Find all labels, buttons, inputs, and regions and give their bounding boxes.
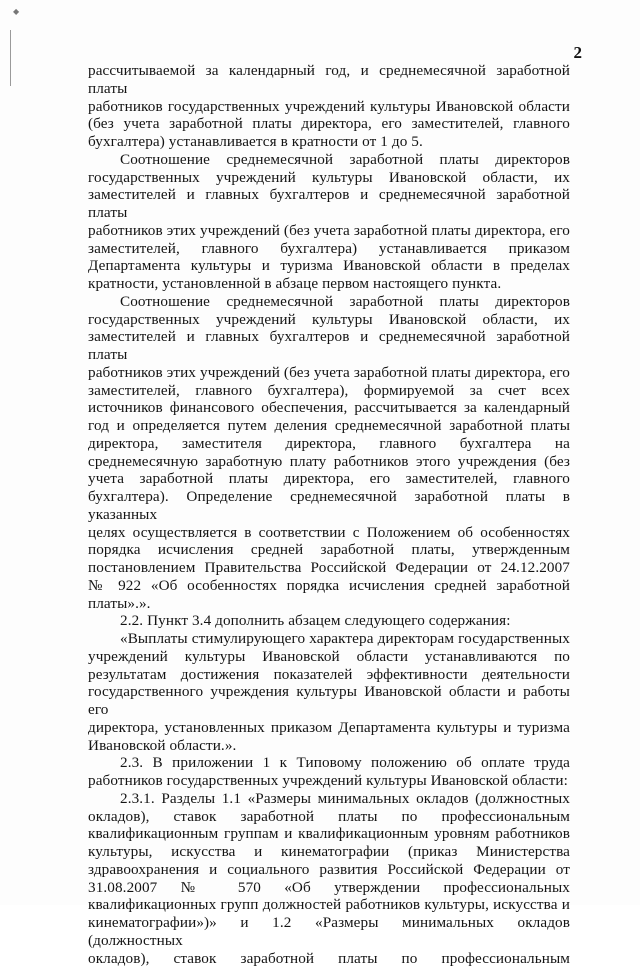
text-line: 31.08.2007 № 570 «Об утверждении профессиональных — [88, 879, 570, 897]
text-line: 2.3.1. Разделы 1.1 «Размеры минимальных окладов (должностных — [88, 790, 570, 808]
text-line: год и определяется путем деления среднемесячной заработной платы — [88, 417, 570, 435]
text-line: платы».». — [88, 595, 570, 613]
text-line: Соотношение среднемесячной заработной платы директоров — [88, 151, 570, 169]
text-line: результатам достижения показателей эффективности деятельности — [88, 666, 570, 684]
text-line: заместителей и главных бухгалтеров и среднемесячной заработной платы — [88, 186, 570, 222]
text-line: бухгалтера) устанавливается в кратности от 1 до 5. — [88, 133, 570, 151]
text-line: Ивановской области.». — [88, 737, 570, 755]
text-line: государственных учреждений культуры Ивановской области, их — [88, 169, 570, 187]
text-line: учреждений культуры Ивановской области устанавливаются по — [88, 648, 570, 666]
text-line: кинематографии»)» и 1.2 «Размеры минимальных окладов (должностных — [88, 914, 570, 950]
text-line: здравоохранения и социального развития Российской Федерации от — [88, 861, 570, 879]
text-line: № 922 «Об особенностях порядка исчисления средней заработной — [88, 577, 570, 595]
text-line: бухгалтера). Определение среднемесячной заработной платы в указанных — [88, 488, 570, 524]
text-line: порядка исчисления средней заработной платы, утвержденным — [88, 541, 570, 559]
text-line: квалификационным группам и квалификационным уровням работников — [88, 825, 570, 843]
page-number: 2 — [0, 43, 582, 63]
text-line: рассчитываемой за календарный год, и среднемесячной заработной платы — [88, 62, 570, 98]
text-line: учета заработной платы директора, его заместителей, главного — [88, 470, 570, 488]
text-line: работников этих учреждений (без учета заработной платы директора, его — [88, 364, 570, 382]
text-line: квалификационных групп должностей работников культуры, искусства и — [88, 896, 570, 914]
text-line: директора, заместителя директора, главного бухгалтера на — [88, 435, 570, 453]
document-body — [88, 62, 570, 967]
text-line: 2.2. Пункт 3.4 дополнить абзацем следующего содержания: — [88, 612, 570, 630]
text-line: (без учета заработной платы директора, его заместителей, главного — [88, 115, 570, 133]
text-line: постановлением Правительства Российской Федерации от 24.12.2007 — [88, 559, 570, 577]
text-line: «Выплаты стимулирующего характера директорам государственных — [88, 630, 570, 648]
text-line: кратности, установленной в абзаце первом настоящего пункта. — [88, 275, 570, 293]
text-line: культуры, искусства и кинематографии (приказ Министерства — [88, 843, 570, 861]
text-line: источников финансового обеспечения, рассчитывается за календарный — [88, 399, 570, 417]
text-line: окладов), ставок заработной платы по профессиональным — [88, 950, 570, 967]
text-line: директора, установленных приказом Департамента культуры и туризма — [88, 719, 570, 737]
text-line: среднемесячную заработную плату работников этого учреждения (без — [88, 453, 570, 471]
text-line: работников государственных учреждений культуры Ивановской области: — [88, 772, 570, 790]
text-line: работников этих учреждений (без учета заработной платы директора, его — [88, 222, 570, 240]
text-line: окладов), ставок заработной платы по профессиональным — [88, 808, 570, 826]
text-line: работников государственных учреждений культуры Ивановской области — [88, 98, 570, 116]
text-line: государственного учреждения культуры Ивановской области и работы его — [88, 683, 570, 719]
text-line: Соотношение среднемесячной заработной платы директоров — [88, 293, 570, 311]
scan-mark: ◆ — [13, 8, 19, 16]
text-line: заместителей, главного бухгалтера) устанавливается приказом — [88, 240, 570, 258]
text-line: государственных учреждений культуры Ивановской области, их — [88, 311, 570, 329]
text-line: целях осуществляется в соответствии с Положением об особенностях — [88, 524, 570, 542]
text-line: 2.3. В приложении 1 к Типовому положению об оплате труда — [88, 754, 570, 772]
text-line: заместителей, главного бухгалтера), формируемой за счет всех — [88, 382, 570, 400]
text-line: заместителей и главных бухгалтеров и среднемесячной заработной платы — [88, 328, 570, 364]
text-line: Департамента культуры и туризма Ивановской области в пределах — [88, 257, 570, 275]
